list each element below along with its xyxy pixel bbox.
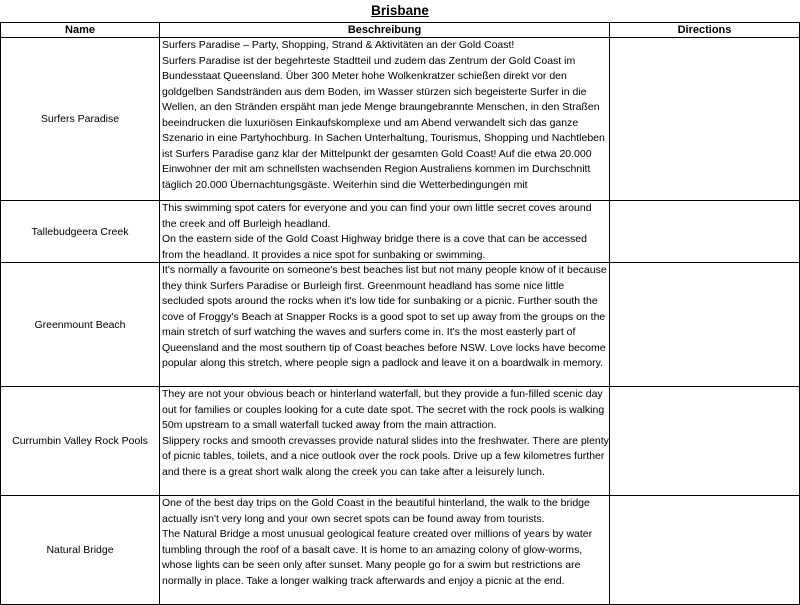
description-cell[interactable] bbox=[160, 38, 610, 201]
table-row bbox=[1, 38, 800, 201]
table-row bbox=[1, 496, 800, 605]
name-cell[interactable]: Greenmount Beach bbox=[1, 263, 160, 387]
name-cell[interactable]: Surfers Paradise bbox=[1, 38, 160, 201]
directions-cell[interactable] bbox=[610, 38, 800, 201]
description-text: They are not your obvious beach or hinterland waterfall, but they provide a fun-filled scenic day out for families or couples looking for a cute date spot. The secret with the rock pools is walking 50m upstream to a small waterfall tucked away from the main attraction. Slippery rocks and smooth crevasses provide natural slides into the freshwater. There are plenty of picnic tables, toilets, and a nice outlook over the rock pools. Drive up a few kilometres further and there is a great short walk along the creek you can take after a leisurely lunch. bbox=[162, 388, 609, 478]
directions-cell[interactable] bbox=[610, 496, 800, 605]
title-row bbox=[0, 0, 800, 22]
name-cell[interactable]: Natural Bridge bbox=[1, 496, 160, 605]
places-table bbox=[0, 22, 800, 605]
description-cell[interactable] bbox=[160, 201, 610, 263]
header-directions[interactable]: Directions bbox=[610, 23, 800, 38]
header-name[interactable]: Name bbox=[1, 23, 160, 38]
description-text: This swimming spot caters for everyone and you can find your own little secret coves around the creek and off Burleigh headland. On the eastern side of the Gold Coast Highway bridge there is a cove that can be accessed from the headland. It provides a nice spot for sunbaking or swimming. bbox=[162, 202, 592, 261]
name-cell[interactable]: Currumbin Valley Rock Pools bbox=[1, 387, 160, 496]
table-row bbox=[1, 201, 800, 263]
page-title: Brisbane bbox=[371, 3, 429, 18]
directions-cell[interactable] bbox=[610, 387, 800, 496]
directions-cell[interactable] bbox=[610, 263, 800, 387]
table-row bbox=[1, 387, 800, 496]
description-text: It's normally a favourite on someone's best beaches list but not many people know of it because they think Surfers Paradise or Burleigh first. Greenmount headland has some nice little secluded spots around the rocks when it's low tide for sunbaking or a picnic. Further south the cove of Froggy's Beach at Snapper Rocks is a good spot to set up away from the groups on the main stretch of surf watching the waves and surfers come in. It's the most easterly part of Queensland and the most southern tip of Coast beaches before NSW. Love locks have become popular along this stretch, where people sign a padlock and leave it on a boardwalk in memory. bbox=[162, 264, 607, 369]
description-cell[interactable] bbox=[160, 387, 610, 496]
header-description[interactable]: Beschreibung bbox=[160, 23, 610, 38]
header-row bbox=[1, 23, 800, 38]
description-cell[interactable] bbox=[160, 263, 610, 387]
description-cell[interactable] bbox=[160, 496, 610, 605]
directions-cell[interactable] bbox=[610, 201, 800, 263]
name-cell[interactable]: Tallebudgeera Creek bbox=[1, 201, 160, 263]
description-text: One of the best day trips on the Gold Coast in the beautiful hinterland, the walk to the bridge actually isn't very long and your own secret spots can be found away from tourists. The Natural Bridge a most unusual geological feature created over millions of years by water tumbling through the roof of a basalt cave. It is home to an amazing colony of glow-worms, whose lights can be seen only after sunset. Many people go for a swim but restrictions are normally in place. Take a longer walking track afterwards and enjoy a picnic at the end. bbox=[162, 497, 593, 587]
table-row bbox=[1, 263, 800, 387]
description-text: Surfers Paradise – Party, Shopping, Strand & Aktivitäten an der Gold Coast! Surfers Paradise ist der begehrteste Stadtteil und zudem das Zentrum der Gold Coast im Bundesstaat Queensland. Über 300 Meter hohe Wolkenkratzer schießen direkt vor den goldgelben Sandstränden aus dem Boden, im Wasser stürzen sich begeisterte Surfer in die Wellen, an den Stränden erspäht man jede Menge braungebrannte Menschen, in den Straßen beeindrucken die luxuriösen Einkaufskomplexe und am Abend verwandelt sich das ganze Szenario in eine Partyhochburg. In Sachen Unterhaltung, Tourismus, Shopping und Nachtleben ist Surfers Paradise ganz klar der Mittelpunkt der gesamten Gold Coast! Auf die etwa 20.000 Einwohner der mit am schnellsten wachsenden Region Australiens kommen im Durchschnitt täglich 20.000 Übernachtungsgäste. Weiterhin sind die Wetterbedingungen mit bbox=[162, 39, 605, 191]
